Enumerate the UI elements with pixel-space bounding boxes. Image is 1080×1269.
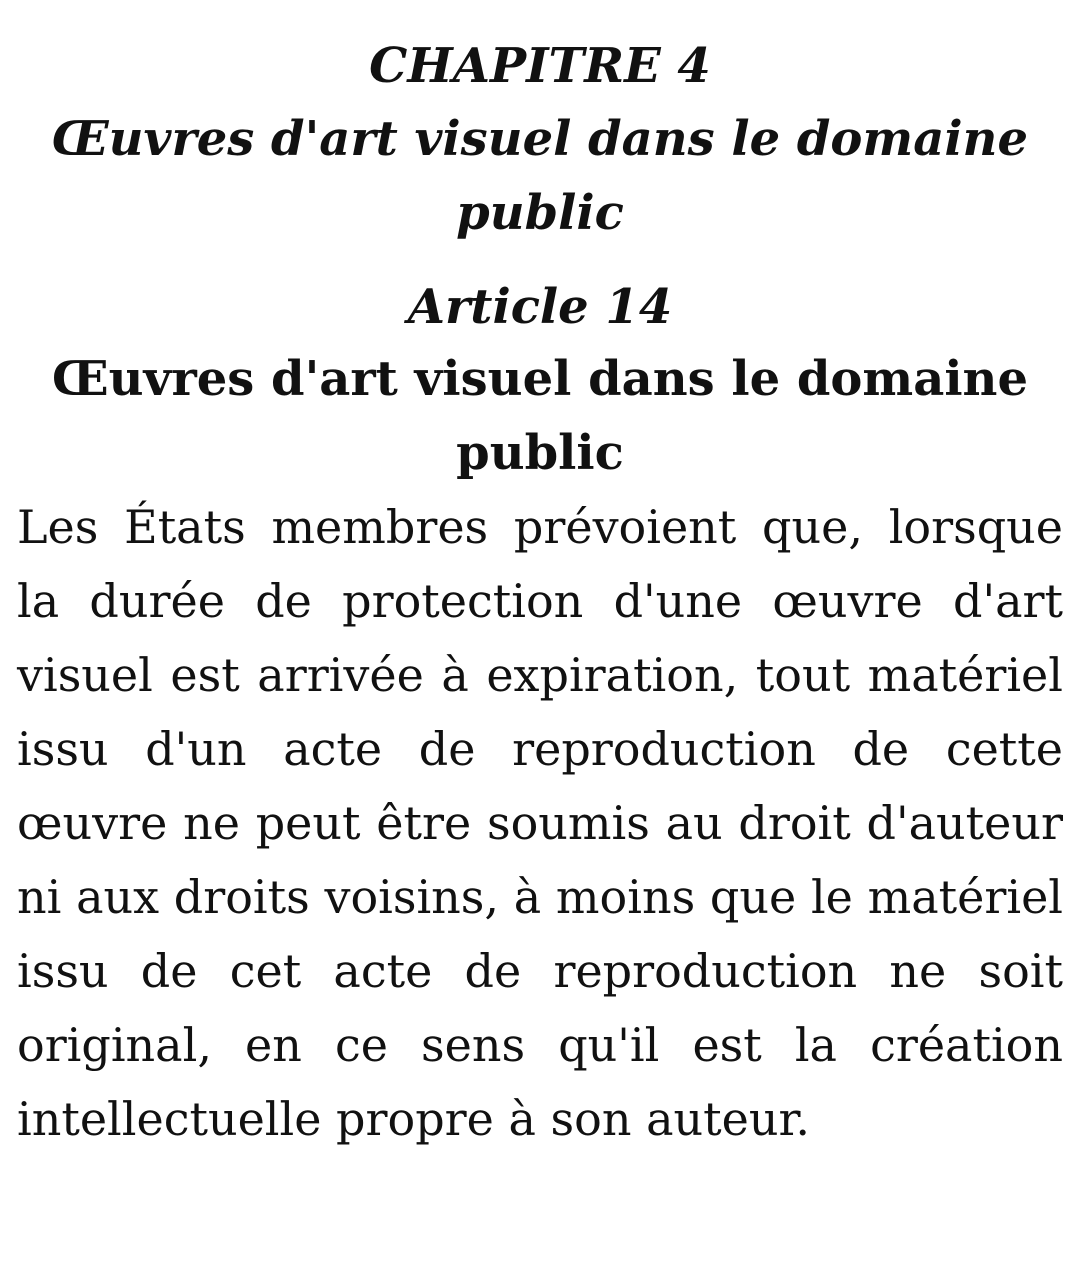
article-number: Article 14 [407,279,673,335]
article-title: Œuvres d'art visuel dans le domaine public [52,351,1028,481]
chapter-title: Œuvres d'art visuel dans le domaine public [52,111,1028,241]
article-body-text: Les États membres prévoient que, lorsque la durée de protection d'une œuvre d'art visuel est arrivée à expiration, tout matériel issu d'un acte de reproduction de cette œuvre ne peut être soumis au droit d'auteur ni aux droits voisins, à moins que le matériel issu de cet acte de reproduction ne soit original, en ce sens qu'il est la création intellectuelle propre à son auteur. [17,500,1063,1146]
chapter-number: CHAPITRE 4 [369,38,711,94]
